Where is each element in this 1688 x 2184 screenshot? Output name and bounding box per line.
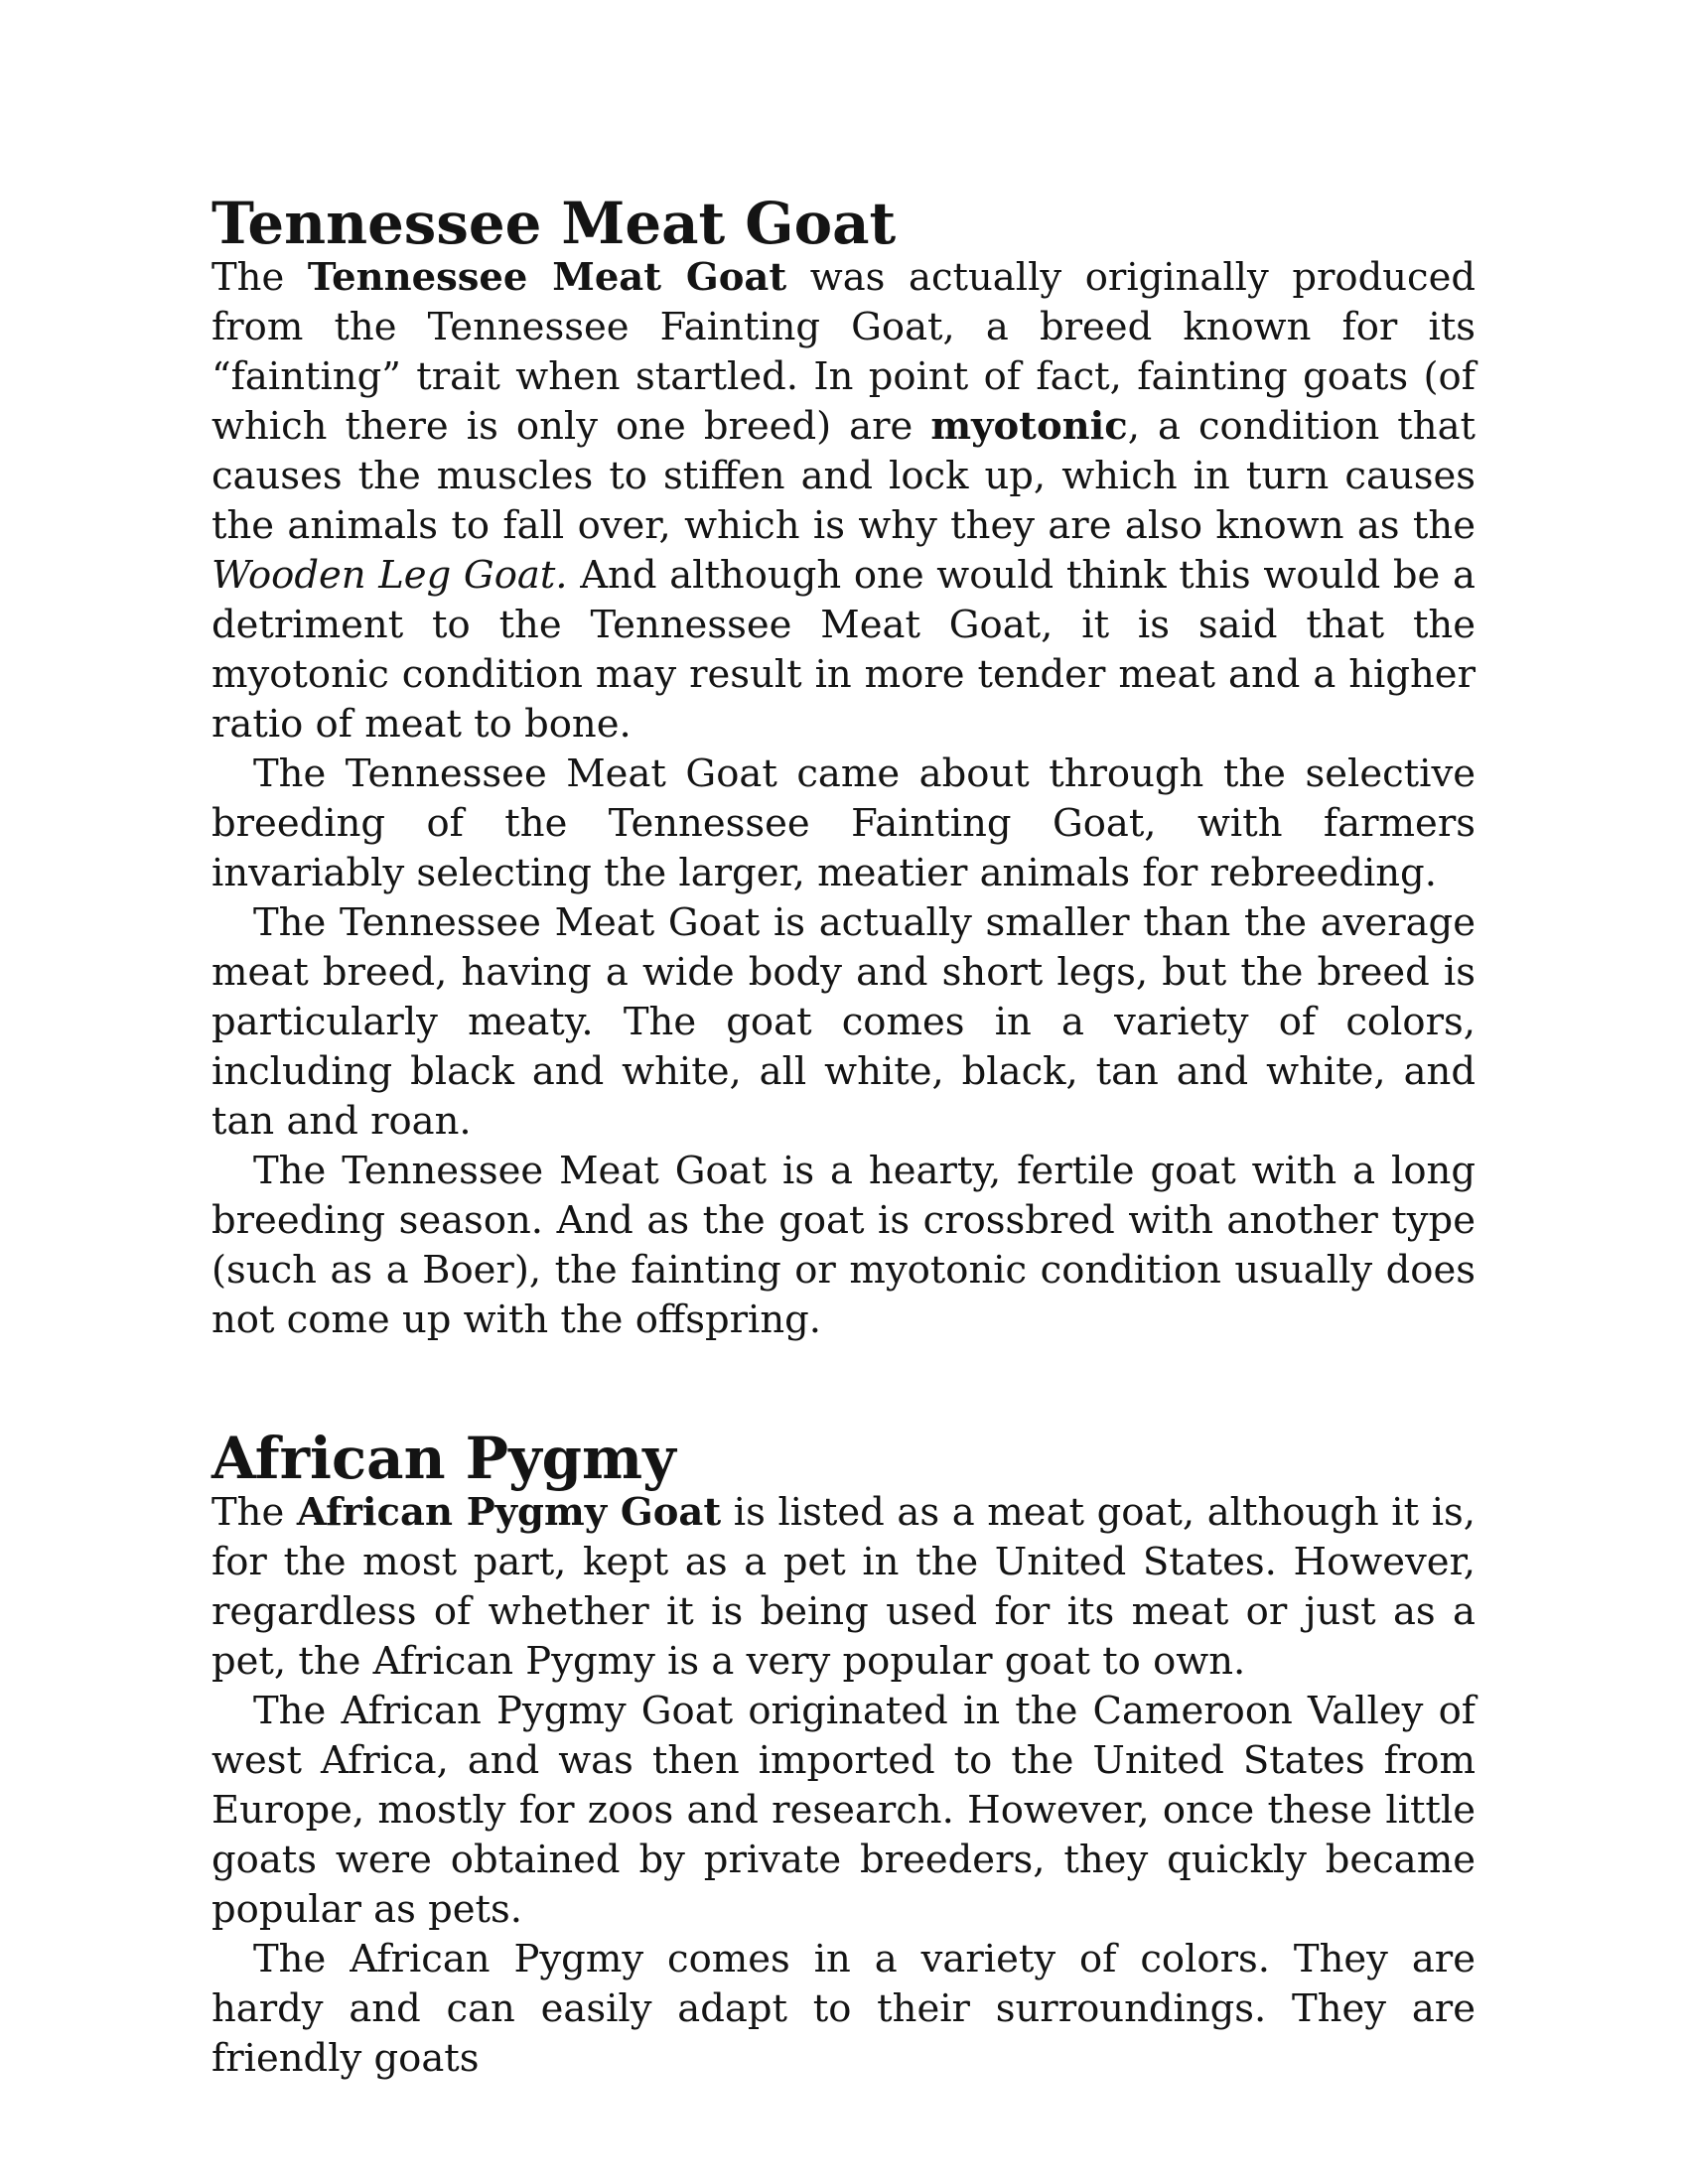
bold-term: myotonic bbox=[930, 404, 1128, 449]
section-title: African Pygmy bbox=[211, 1425, 676, 1492]
paragraph bbox=[211, 1147, 1476, 1345]
paragraph bbox=[211, 750, 1476, 898]
paragraph bbox=[211, 253, 1476, 750]
paragraph bbox=[211, 1687, 1476, 1935]
text-run: was actually originally produced from the Tennessee Fainting Goat, a breed known for its “fainting” trait when startled. In point of fact, fainting goats (of which there is only one breed) are bbox=[211, 255, 1477, 449]
bold-term: Tennessee Meat Goat bbox=[307, 255, 787, 300]
section-title: Tennessee Meat Goat bbox=[211, 190, 897, 257]
text-run: , a condition that causes the muscles to stiffen and lock up, which in turn causes the animals to fall over, which is why they are also known as the bbox=[211, 404, 1477, 548]
text-run: The Tennessee Meat Goat is actually smaller than the average meat breed, having a wide body and short legs, but the breed is particularly meaty. The goat comes in a variety of colors, including black and white, all white, black, tan and white, and tan and roan. bbox=[211, 900, 1476, 1144]
paragraph bbox=[211, 1488, 1476, 1687]
text-run: The Tennessee Meat Goat came about through the selective breeding of the Tennessee Fainting Goat, with farmers invariably selecting the larger, meatier animals for rebreeding. bbox=[211, 751, 1476, 895]
text-run: The African Pygmy Goat originated in the Cameroon Valley of west Africa, and was then imported to the United States from Europe, mostly for zoos and research. However, once these little goats were obtained by private breeders, they quickly became popular as pets. bbox=[211, 1689, 1476, 1932]
italic-term: Wooden Leg Goat. bbox=[211, 553, 568, 598]
section-african-pygmy bbox=[211, 1425, 1476, 2084]
bold-term: African Pygmy Goat bbox=[296, 1490, 722, 1535]
text-run: The bbox=[211, 1490, 297, 1535]
document-page bbox=[211, 190, 1477, 2084]
paragraph bbox=[211, 898, 1476, 1147]
text-run: The bbox=[211, 255, 308, 300]
section-spacer bbox=[211, 1345, 1476, 1429]
text-run: The African Pygmy comes in a variety of colors. They are hardy and can easily adapt to their surroundings. They are friendly goats bbox=[211, 1937, 1476, 2081]
text-run: is listed as a meat goat, although it is, for the most part, kept as a pet in the United States. However, regardless of whether it is being used for its meat or just as a pet, the African Pygmy is a very popular goat to own. bbox=[211, 1490, 1476, 1684]
text-run: The Tennessee Meat Goat is a hearty, fertile goat with a long breeding season. And as the goat is crossbred with another type (such as a Boer), the fainting or myotonic condition usually does not come up with the offspring. bbox=[211, 1149, 1476, 1342]
paragraph bbox=[211, 1935, 1476, 2084]
text-run: And although one would think this would be a detriment to the Tennessee Meat Goat, it is said that the myotonic condition may result in more tender meat and a higher ratio of meat to bone. bbox=[211, 553, 1476, 747]
section-tennessee-meat-goat bbox=[211, 190, 1477, 1345]
